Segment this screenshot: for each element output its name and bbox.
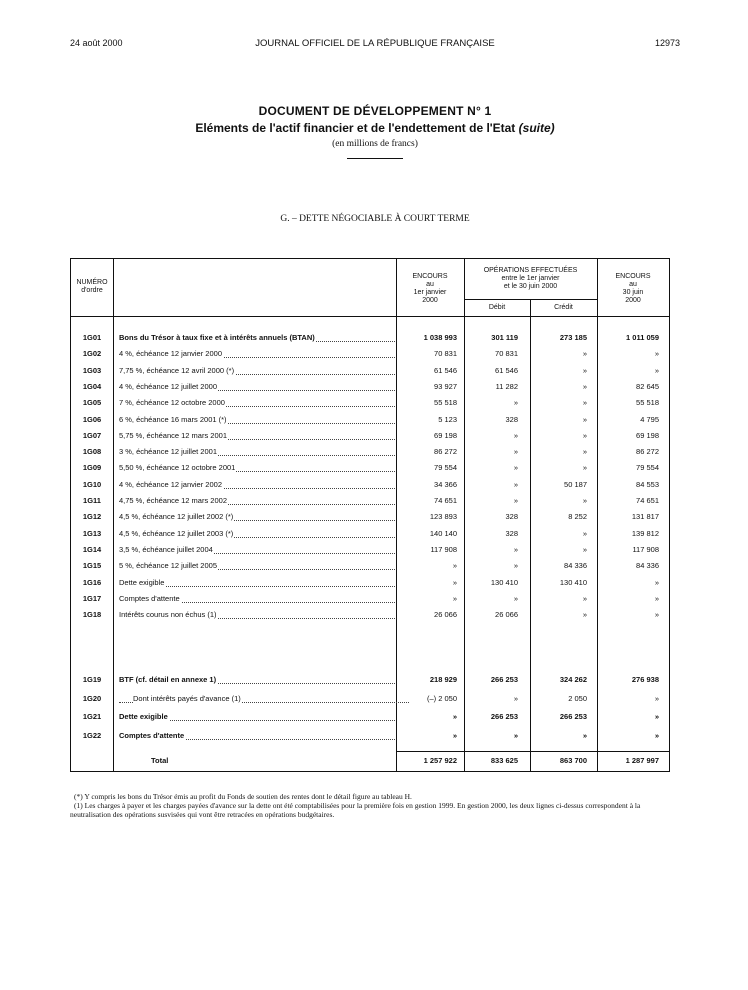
row-code: 1G20 <box>82 693 102 703</box>
header-text: au <box>426 281 434 288</box>
row-label <box>119 382 395 391</box>
row-credit: » <box>582 544 587 554</box>
row-encours-juin: 131 817 <box>631 512 659 522</box>
row-label <box>119 463 395 472</box>
table-row <box>71 347 669 363</box>
debt-table <box>70 258 670 772</box>
row-encours-janvier: 70 831 <box>434 349 457 359</box>
row-credit: 2 050 <box>568 693 587 703</box>
row-code: 1G22 <box>82 730 102 740</box>
table-row <box>71 729 669 745</box>
header-text: entre le 1er janvier <box>501 275 560 282</box>
table-row <box>71 576 669 592</box>
row-code: 1G14 <box>82 544 102 554</box>
row-encours-janvier: » <box>452 712 457 722</box>
row-credit: » <box>582 365 587 375</box>
table-row <box>71 608 669 624</box>
total-divider <box>396 751 669 752</box>
row-credit: 130 410 <box>559 577 587 587</box>
row-encours-janvier: 117 908 <box>430 544 457 554</box>
header-credit: Crédit <box>554 304 573 311</box>
row-label <box>119 529 395 538</box>
row-label-text: Comptes d'attente <box>119 593 180 603</box>
row-encours-janvier: 218 929 <box>429 675 457 684</box>
row-label-text: 4 %, échéance 12 juillet 2000 <box>119 381 217 391</box>
total-label: Total <box>151 756 169 765</box>
row-encours-janvier: 34 366 <box>434 479 457 489</box>
row-debit: » <box>513 398 518 408</box>
row-label-text: 3 %, échéance 12 juillet 2001 <box>119 447 217 457</box>
header-text: et le 30 juin 2000 <box>503 283 558 290</box>
header-text: 1er janvier <box>413 289 447 296</box>
table-row <box>71 494 669 510</box>
row-debit: 70 831 <box>495 349 518 359</box>
row-label <box>119 545 395 554</box>
row-encours-juin: 4 795 <box>640 414 659 424</box>
row-credit: 324 262 <box>559 675 587 684</box>
row-encours-janvier: 1 038 993 <box>423 333 457 342</box>
table-row <box>71 710 669 726</box>
row-encours-janvier: 93 927 <box>434 381 457 391</box>
row-credit: 266 253 <box>559 712 587 722</box>
row-encours-juin: 84 336 <box>636 561 659 571</box>
row-code: 1G04 <box>82 381 102 391</box>
table-row <box>71 445 669 461</box>
row-label-text: Dette exigible <box>119 712 168 722</box>
row-encours-janvier: 26 066 <box>434 610 457 620</box>
row-label <box>119 731 395 740</box>
row-debit: 328 <box>505 528 518 538</box>
row-label <box>119 415 395 424</box>
row-encours-janvier: 5 123 <box>438 414 457 424</box>
total-encours-janvier: 1 257 922 <box>423 756 457 765</box>
row-encours-janvier: » <box>452 593 457 603</box>
row-label-text: 7 %, échéance 12 octobre 2000 <box>119 398 225 408</box>
row-encours-juin: 82 645 <box>636 381 659 391</box>
row-encours-juin: 55 518 <box>636 398 659 408</box>
row-code: 1G05 <box>82 398 102 408</box>
table-row <box>71 559 669 575</box>
row-label <box>119 333 395 342</box>
row-debit: » <box>513 447 518 457</box>
row-debit: 301 119 <box>491 333 518 342</box>
row-code: 1G02 <box>82 349 102 359</box>
header-text: au <box>629 281 637 288</box>
row-credit: » <box>582 593 587 603</box>
row-debit: 328 <box>505 414 518 424</box>
row-credit: » <box>582 430 587 440</box>
row-encours-juin: 74 651 <box>636 496 659 505</box>
row-encours-juin: » <box>654 593 659 603</box>
table-row <box>71 592 669 608</box>
row-label-text: Dont intérêts payés d'avance (1) <box>133 693 241 703</box>
header-text: ENCOURS <box>615 273 651 280</box>
total-debit: 833 625 <box>490 756 518 765</box>
row-label <box>119 512 395 521</box>
row-code: 1G06 <box>82 414 102 424</box>
row-encours-juin: 79 554 <box>636 463 659 473</box>
row-encours-juin: 86 272 <box>636 447 659 457</box>
row-code: 1G08 <box>82 447 102 457</box>
header-text: 30 juin <box>622 289 644 296</box>
row-code: 1G18 <box>82 610 102 620</box>
row-encours-janvier: » <box>452 577 457 587</box>
row-label-text: 7,75 %, échéance 12 avril 2000 (*) <box>119 365 235 375</box>
row-encours-juin: » <box>654 693 659 703</box>
row-label <box>119 366 395 375</box>
total-encours-juin: 1 287 997 <box>625 756 659 765</box>
row-label <box>119 594 395 603</box>
header-numero-line1: NUMÉRO <box>76 279 108 286</box>
header-date: 24 août 2000 <box>70 38 123 48</box>
row-code: 1G11 <box>83 496 101 505</box>
row-credit: » <box>582 528 587 538</box>
row-debit: » <box>513 593 518 603</box>
row-encours-juin: 117 908 <box>632 544 659 554</box>
row-encours-janvier: 74 651 <box>434 496 457 505</box>
row-label-text: 4,75 %, échéance 12 mars 2002 <box>119 496 227 505</box>
document-subtitle <box>70 121 680 135</box>
row-debit: » <box>513 479 518 489</box>
row-encours-janvier: 123 893 <box>429 512 457 522</box>
table-row <box>71 429 669 445</box>
row-label <box>119 610 395 619</box>
row-encours-juin: 1 011 059 <box>626 333 659 342</box>
row-label <box>119 349 395 358</box>
header-page-number: 12973 <box>654 38 680 48</box>
row-label-text: 5,75 %, échéance 12 mars 2001 <box>119 430 227 440</box>
header-divider <box>71 316 669 317</box>
row-credit: 8 252 <box>568 512 587 522</box>
row-encours-juin: » <box>654 349 659 359</box>
row-label-text: Dette exigible <box>119 577 165 587</box>
row-encours-juin: » <box>654 610 659 620</box>
total-credit: 863 700 <box>559 756 587 765</box>
header-numero-line2: d'ordre <box>81 287 103 294</box>
header-text: OPÉRATIONS EFFECTUÉES <box>483 267 578 274</box>
row-encours-janvier: 61 546 <box>434 365 457 375</box>
footnote-star: (*) Y compris les bons du Trésor émis au profit du Fonds de soutien des rentes dont le détail figure au tableau H. <box>74 792 412 801</box>
row-encours-janvier: (–) 2 050 <box>426 693 457 703</box>
row-label-text: 4,5 %, échéance 12 juillet 2002 (*) <box>119 512 234 522</box>
header-journal-title: JOURNAL OFFICIEL DE LA RÉPUBLIQUE FRANÇAISE <box>255 38 495 49</box>
document-title: DOCUMENT DE DÉVELOPPEMENT N° 1 <box>258 104 492 118</box>
row-encours-juin: 84 553 <box>636 479 659 489</box>
row-code: 1G13 <box>82 528 102 538</box>
row-code: 1G03 <box>82 365 102 375</box>
row-code: 1G15 <box>82 561 102 571</box>
row-credit: » <box>582 496 587 505</box>
row-code: 1G01 <box>82 333 102 342</box>
row-credit: » <box>582 447 587 457</box>
header-debit: Débit <box>488 304 506 311</box>
row-debit: » <box>513 693 518 703</box>
row-label-text: Intérêts courus non échus (1) <box>119 610 217 620</box>
row-credit: » <box>582 730 587 740</box>
table-row <box>71 673 669 689</box>
row-encours-juin: » <box>654 730 659 740</box>
row-encours-janvier: » <box>452 730 457 740</box>
row-encours-juin: 139 812 <box>631 528 659 538</box>
total-row <box>71 754 669 770</box>
row-credit: » <box>582 414 587 424</box>
row-credit: » <box>582 398 587 408</box>
subtitle-suffix: (suite) <box>518 121 555 135</box>
row-debit: » <box>513 463 518 473</box>
footnote-1: (1) Les charges à payer et les charges payées d'avance sur la dette ont été comptabilisées pour la première fois en gestion 1999. En gestion 2000, les deux lignes ci-dessus correspondent à la neutralisation des opérations susvisées qui vont être retracées en opérations budgétaires. <box>70 801 641 819</box>
row-encours-juin: » <box>654 365 659 375</box>
row-credit: » <box>582 610 587 620</box>
header-text: 2000 <box>422 297 438 304</box>
row-encours-janvier: » <box>452 561 457 571</box>
row-encours-janvier: 86 272 <box>434 447 457 457</box>
table-row <box>71 331 669 347</box>
header-numero <box>71 279 113 295</box>
row-label <box>119 561 395 570</box>
header-operations <box>464 267 597 291</box>
title-divider <box>347 158 403 159</box>
row-encours-juin: » <box>654 577 659 587</box>
subtitle-text: Eléments de l'actif financier et de l'endettement de l'Etat <box>195 121 516 135</box>
row-encours-juin: 276 938 <box>631 675 659 684</box>
row-code: 1G12 <box>82 512 102 522</box>
row-label-text: 4,5 %, échéance 12 juillet 2003 (*) <box>119 528 234 538</box>
row-encours-janvier: 55 518 <box>434 398 457 408</box>
row-label-text: 4 %, échéance 12 janvier 2000 <box>119 349 222 359</box>
row-debit: 11 282 <box>495 381 518 391</box>
row-code: 1G19 <box>82 675 102 684</box>
footnotes <box>70 792 680 819</box>
row-debit: 266 253 <box>490 712 518 722</box>
row-code: 1G10 <box>82 479 102 489</box>
row-debit: » <box>513 496 518 505</box>
table-row <box>71 478 669 494</box>
row-label <box>119 398 395 407</box>
table-row <box>71 396 669 412</box>
row-encours-janvier: 140 140 <box>429 528 457 538</box>
row-code: 1G16 <box>82 577 102 587</box>
row-encours-juin: 69 198 <box>636 430 659 440</box>
table-row <box>71 380 669 396</box>
row-debit: 266 253 <box>490 675 518 684</box>
row-label-text: BTF (cf. détail en annexe 1) <box>119 675 217 684</box>
table-row <box>71 413 669 429</box>
table-row <box>71 543 669 559</box>
row-debit: » <box>513 730 518 740</box>
row-debit: » <box>513 561 518 571</box>
row-credit: » <box>582 463 587 473</box>
row-label <box>119 694 409 703</box>
row-encours-janvier: 69 198 <box>434 430 457 440</box>
row-label-text: 6 %, échéance 16 mars 2001 (*) <box>119 414 227 424</box>
row-label-text: 5 %, échéance 12 juillet 2005 <box>119 561 217 571</box>
row-label-text: Comptes d'attente <box>119 730 185 740</box>
row-label <box>119 712 395 721</box>
table-row <box>71 692 669 708</box>
row-label-text: 4 %, échéance 12 janvier 2002 <box>119 479 222 489</box>
header-text: ENCOURS <box>412 273 448 280</box>
row-label-text: 5,50 %, échéance 12 octobre 2001 <box>119 463 236 473</box>
document-titles <box>70 104 680 159</box>
row-debit: » <box>513 430 518 440</box>
table-row <box>71 461 669 477</box>
page-header <box>70 38 680 52</box>
row-credit: 84 336 <box>564 561 587 571</box>
row-label <box>119 496 395 505</box>
row-code: 1G17 <box>82 593 102 603</box>
row-label <box>119 431 395 440</box>
table-row <box>71 364 669 380</box>
row-credit: » <box>582 349 587 359</box>
row-debit: » <box>513 544 518 554</box>
row-label <box>119 578 395 587</box>
row-debit: 328 <box>505 512 518 522</box>
row-code: 1G21 <box>82 712 102 722</box>
unit-note: (en millions de francs) <box>332 139 418 149</box>
row-debit: 130 410 <box>490 577 518 587</box>
table-row <box>71 527 669 543</box>
row-debit: 26 066 <box>495 610 518 620</box>
header-encours-janvier <box>396 273 464 305</box>
row-label <box>119 675 395 684</box>
row-encours-juin: » <box>654 712 659 722</box>
header-encours-juin <box>597 273 669 305</box>
table-row <box>71 510 669 526</box>
row-credit: » <box>582 381 587 391</box>
row-label-text: Bons du Trésor à taux fixe et à intérêts annuels (BTAN) <box>119 333 315 342</box>
row-credit: 273 185 <box>559 333 587 342</box>
row-encours-janvier: 79 554 <box>434 463 457 473</box>
row-code: 1G07 <box>82 430 102 440</box>
row-label <box>119 480 395 489</box>
row-code: 1G09 <box>82 463 102 473</box>
row-debit: 61 546 <box>495 365 518 375</box>
row-label-text: 3,5 %, échéance juillet 2004 <box>119 544 213 554</box>
row-label <box>119 447 395 456</box>
section-title: G. – DETTE NÉGOCIABLE À COURT TERME <box>280 214 470 224</box>
header-text: 2000 <box>625 297 641 304</box>
row-credit: 50 187 <box>564 479 587 489</box>
header-divider <box>464 299 597 300</box>
